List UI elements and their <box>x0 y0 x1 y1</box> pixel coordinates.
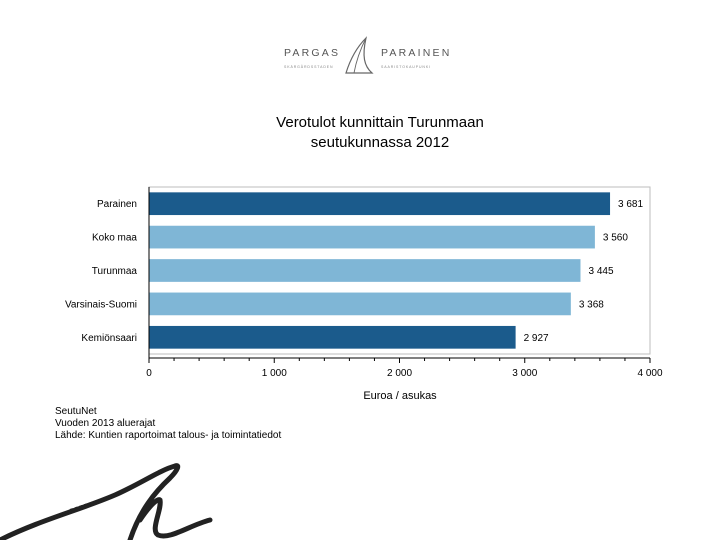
logo-subtitle-swedish: SKÄRGÅRDSSTADEN <box>284 65 334 69</box>
category-label-1: Koko maa <box>91 232 137 244</box>
bar-3 <box>149 293 571 316</box>
data-label-4: 2 927 <box>523 332 549 344</box>
logo-subtitle-finnish: SAARISTOKAUPUNKI <box>381 65 431 69</box>
chart-title-line-2: seutukunnassa 2012 <box>310 134 450 151</box>
footnote-source-name: SeutuNet <box>55 406 97 417</box>
data-label-1: 3 560 <box>602 232 628 244</box>
category-label-2: Turunmaa <box>91 266 137 277</box>
footnotes <box>55 406 281 442</box>
bar-4 <box>149 326 516 349</box>
x-axis-label: Euroa / asukas <box>363 390 437 402</box>
logo-word-pargas: PARGAS <box>284 47 341 59</box>
data-label-0: 3 681 <box>618 199 644 211</box>
category-label-3: Varsinais-Suomi <box>64 299 137 311</box>
category-label-4: Kemiönsaari <box>81 332 137 344</box>
x-tick-label-3: 3 000 <box>512 368 538 379</box>
bar-2 <box>149 259 580 282</box>
data-label-3: 3 368 <box>578 299 604 311</box>
chart-title-line-1: Verotulot kunnittain Turunmaan <box>276 114 484 131</box>
footnote-data-source: Lähde: Kuntien raportoimat talous- ja toimintatiedot <box>55 430 282 441</box>
bar-1 <box>149 226 595 249</box>
category-label-0: Parainen <box>96 199 137 211</box>
x-tick-label-4: 4 000 <box>637 368 663 379</box>
logo-word-parainen: PARAINEN <box>381 47 452 59</box>
bar-0 <box>149 192 610 215</box>
x-tick-label-1: 1 000 <box>261 368 287 379</box>
x-tick-label-0: 0 <box>146 368 152 379</box>
data-label-2: 3 445 <box>588 266 614 277</box>
footnote-region-boundaries: Vuoden 2013 aluerajat <box>55 418 156 429</box>
x-tick-label-2: 2 000 <box>386 368 413 379</box>
